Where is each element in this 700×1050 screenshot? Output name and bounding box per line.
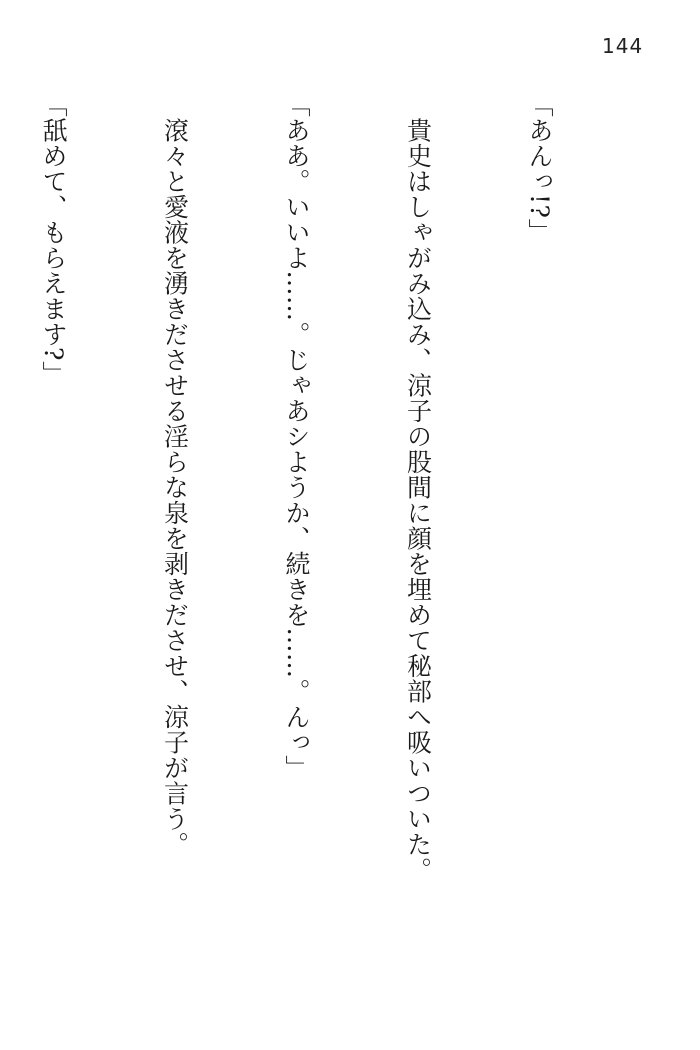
page-number: 144 (602, 34, 644, 58)
text-line: 「舐めて、もらえます?」 (39, 92, 68, 387)
text-line: 貴史はしゃがみ込み、涼子の股間に顔を埋めて秘部へ吸いついた。 (403, 92, 433, 883)
text-line: 「あんっ!?」 (525, 92, 554, 244)
body-text (0, 92, 640, 992)
text-line: 「ああ。いいよ……。じゃあシようか、続きを……。んっ」 (282, 92, 311, 781)
text-line: 滾々と愛液を湧きださせる淫らな泉を剥きださせ、涼子が言う。 (160, 92, 190, 857)
